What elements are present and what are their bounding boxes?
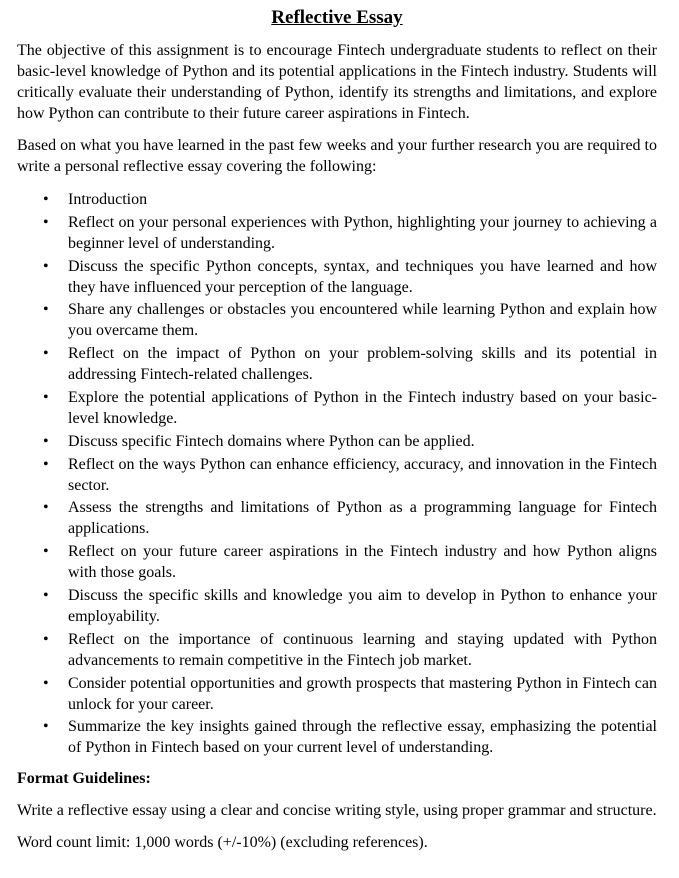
list-item <box>17 716 657 758</box>
list-item-text: Consider potential opportunities and growth prospects that mastering Python in Fintech can unlock for your career. <box>68 674 657 713</box>
bullet-icon: • <box>43 388 49 406</box>
bullet-icon: • <box>43 432 49 450</box>
list-item <box>17 189 657 210</box>
bullet-icon: • <box>43 301 49 319</box>
bullet-icon: • <box>43 257 49 275</box>
list-item-text: Reflect on your personal experiences with Python, highlighting your journey to achieving a beginner level of understanding. <box>68 213 657 252</box>
list-item <box>17 212 657 254</box>
bullet-icon: • <box>43 499 49 517</box>
word-count-limit: Word count limit: 1,000 words (+/-10%) (excluding references). <box>17 834 428 852</box>
list-item-text: Reflect on the impact of Python on your problem-solving skills and its potential in addressing Fintech-related challenges. <box>68 345 657 384</box>
list-item-text: Summarize the key insights gained through the reflective essay, emphasizing the potential of Python in Fintech based on your current level of understanding. <box>68 718 657 757</box>
instructions-paragraph: Based on what you have learned in the past few weeks and your further research you are required to write a personal reflective essay covering the following: <box>17 137 657 175</box>
list-item <box>17 541 657 583</box>
list-item <box>17 585 657 627</box>
list-item-text: Reflect on your future career aspirations in the Fintech industry and how Python aligns with those goals. <box>68 543 657 582</box>
bullet-icon: • <box>43 674 49 692</box>
bullet-icon: • <box>43 630 49 648</box>
list-item-text: Introduction <box>68 191 148 208</box>
list-item-text: Discuss the specific Python concepts, syntax, and techniques you have learned and how they have influenced your perception of the language. <box>68 257 657 296</box>
list-item <box>17 343 657 385</box>
list-item <box>17 454 657 496</box>
list-item <box>17 387 657 429</box>
bullet-icon: • <box>43 718 49 736</box>
bullet-icon: • <box>43 543 49 561</box>
bullet-icon: • <box>43 191 49 208</box>
list-item <box>17 256 657 298</box>
bullet-icon: • <box>43 213 49 231</box>
list-item <box>17 673 657 715</box>
format-guidelines-paragraph: Write a reflective essay using a clear and concise writing style, using proper grammar and structure. <box>17 802 657 820</box>
list-item-text: Reflect on the ways Python can enhance efficiency, accuracy, and innovation in the Fintech sector. <box>68 455 657 494</box>
list-item <box>17 299 657 341</box>
bullet-icon: • <box>43 586 49 604</box>
format-guidelines-heading: Format Guidelines: <box>17 770 151 788</box>
intro-paragraph: The objective of this assignment is to encourage Fintech undergraduate students to reflect on their basic-level knowledge of Python and its potential applications in the Fintech industry. Students will critically evaluate their understanding of Python, identify its strengths and limitations, and explore how Python can contribute to their future career aspirations in Fintech. <box>17 42 657 122</box>
list-item <box>17 629 657 671</box>
bullet-icon: • <box>43 455 49 473</box>
list-item-text: Reflect on the importance of continuous learning and staying updated with Python advancements to remain competitive in the Fintech job market. <box>68 630 657 669</box>
list-item-text: Discuss the specific skills and knowledge you aim to develop in Python to enhance your employability. <box>68 586 657 625</box>
list-item-text: Explore the potential applications of Python in the Fintech industry based on your basic-level knowledge. <box>68 388 657 427</box>
list-item-text: Discuss specific Fintech domains where Python can be applied. <box>68 432 475 450</box>
list-item-text: Share any challenges or obstacles you encountered while learning Python and explain how you overcame them. <box>68 301 657 340</box>
list-item <box>17 497 657 539</box>
list-item-text: Assess the strengths and limitations of Python as a programming language for Fintech applications. <box>68 499 657 538</box>
document-title: Reflective Essay <box>271 7 403 28</box>
list-item <box>17 431 657 452</box>
bullet-icon: • <box>43 345 49 363</box>
requirements-list <box>17 189 657 758</box>
